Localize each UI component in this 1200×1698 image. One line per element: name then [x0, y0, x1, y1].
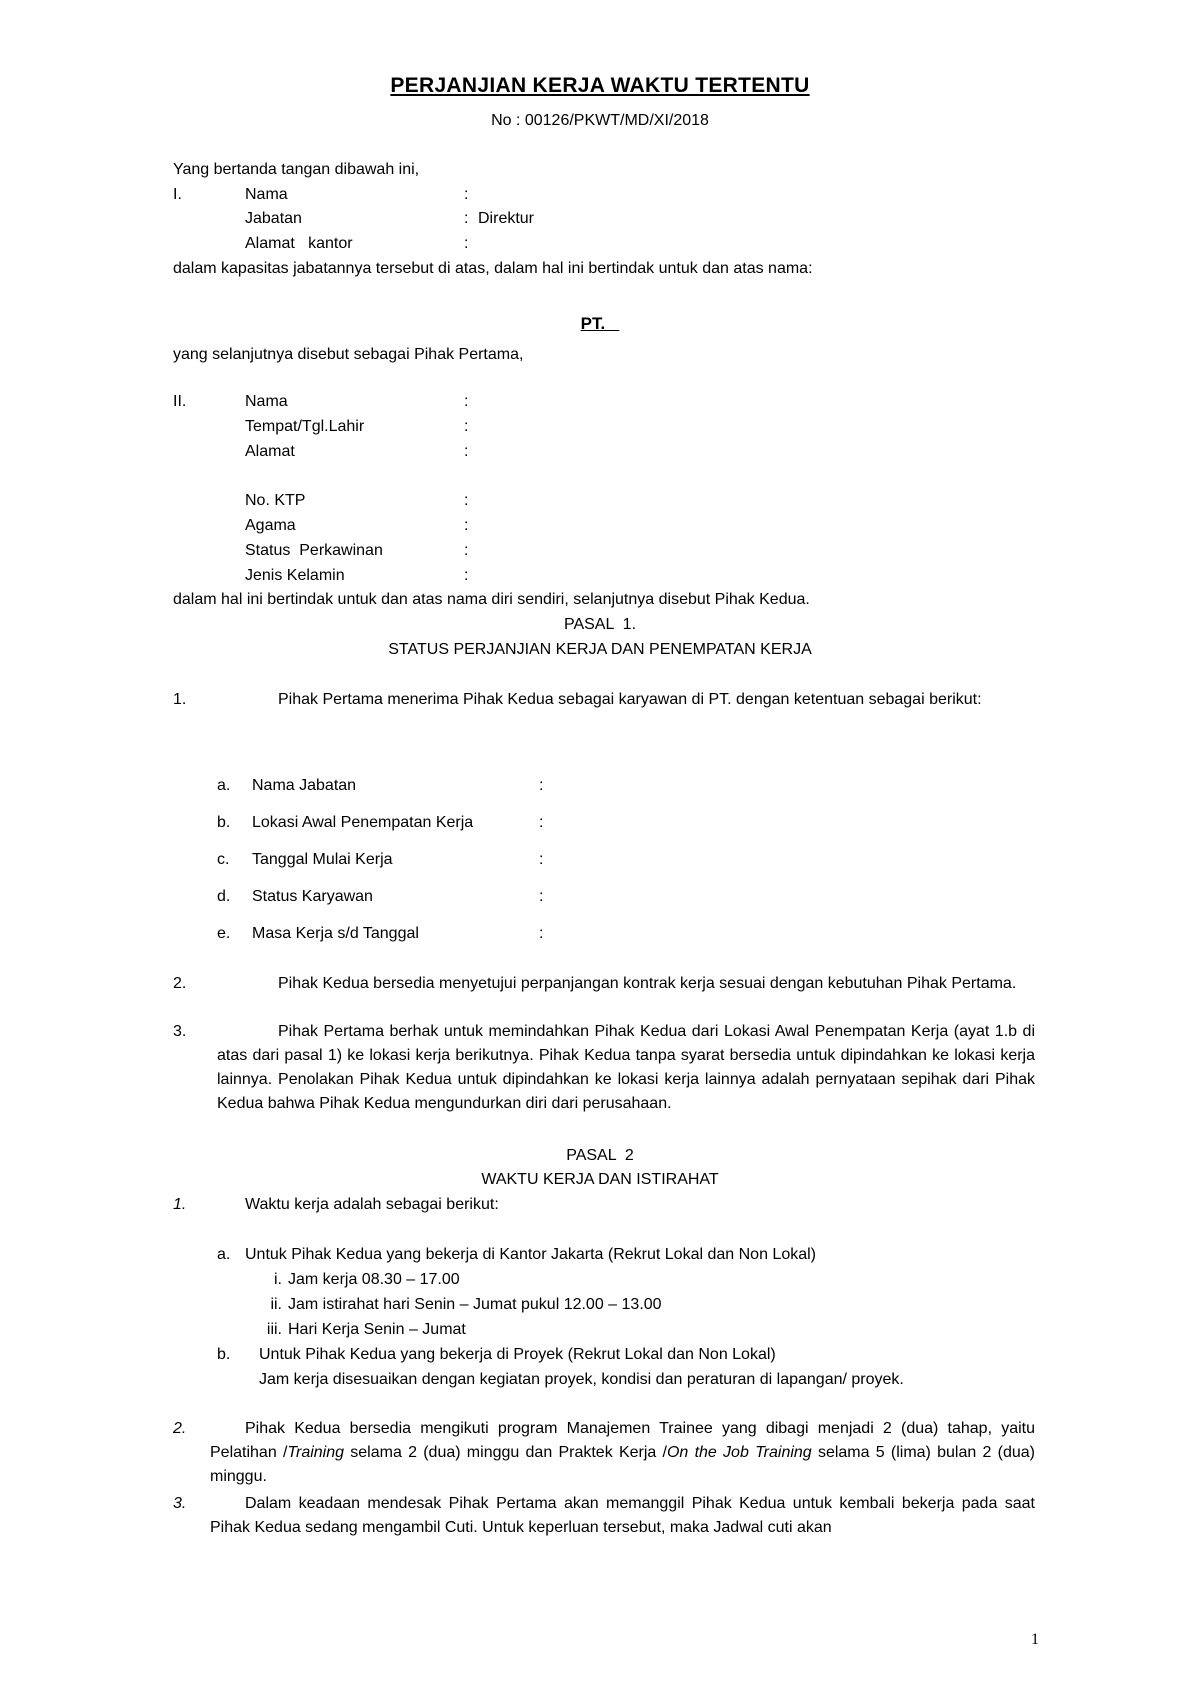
pasal2-p3-text: Dalam keadaan mendesak Pihak Pertama akan memanggil Pihak Kedua untuk kembali bekerja pada saat Pihak Kedua sedang mengambil Cuti. Untuk keperluan tersebut, maka Jadwal cuti akan	[210, 1495, 1035, 1536]
party-two-field-label: No. KTP	[245, 492, 306, 509]
pasal2-p2-number: 2.	[173, 1420, 187, 1437]
pasal2-p3-number: 3.	[173, 1495, 187, 1512]
pasal1-p3-text: Pihak Pertama berhak untuk memindahkan Pihak Kedua dari Lokasi Awal Penempatan Kerja (ayat 1.b di atas dari pasal 1) ke lokasi kerja berikutnya. Pihak Kedua tanpa syarat bersedia untuk dipindahkan ke lokasi kerja lainnya. Penolakan Pihak Kedua untuk dipindahkan ke lokasi kerja lainnya adalah pernyataan sepihak dari Pihak Kedua bahwa Pihak Kedua mengundurkan diri dari perusahaan.	[217, 1023, 1035, 1112]
field-colon: :	[464, 517, 469, 534]
field-colon: :	[464, 210, 469, 227]
field-colon: :	[464, 186, 469, 203]
pasal2-b-letter: b.	[217, 1346, 231, 1363]
pasal2-sub-roman: ii.	[270, 1296, 282, 1313]
field-colon: :	[464, 492, 469, 509]
pasal1-item-label: Masa Kerja s/d Tanggal	[252, 925, 419, 942]
party-two-field-label: Status Perkawinan	[245, 542, 383, 559]
pasal2-sub-text: Jam istirahat hari Senin – Jumat pukul 12.00 – 13.00	[288, 1296, 662, 1313]
pasal2-p1-text: Waktu kerja adalah sebagai berikut:	[245, 1196, 499, 1213]
pasal2-sub-text: Jam kerja 08.30 – 17.00	[288, 1271, 460, 1288]
pasal1-p2-text: Pihak Kedua bersedia menyetujui perpanjangan kontrak kerja sesuai dengan kebutuhan Pihak Pertama.	[278, 975, 1017, 992]
pasal2-p2-text: Pihak Kedua bersedia mengikuti program Manajemen Trainee yang dibagi menjadi 2 (dua) tahap, yaitu Pelatihan /Training selama 2 (dua) minggu dan Praktek Kerja /On the Job Training selama 5 (lima) bulan 2 (dua) minggu.	[210, 1420, 1035, 1485]
pasal1-p3-number: 3.	[173, 1023, 187, 1040]
field-colon: :	[539, 925, 544, 942]
pasal1-heading: PASAL 1.	[563, 616, 637, 633]
party-two-field-label: Alamat	[245, 443, 295, 460]
pasal2-a-text: Untuk Pihak Kedua yang bekerja di Kantor Jakarta (Rekrut Lokal dan Non Lokal)	[245, 1246, 816, 1263]
company-name: PT.	[580, 314, 620, 333]
pasal1-item-letter: b.	[217, 814, 231, 831]
pasal1-item-letter: e.	[217, 925, 231, 942]
party-two-designation: dalam hal ini bertindak untuk dan atas nama diri sendiri, selanjutnya disebut Pihak Kedua.	[173, 591, 810, 608]
pasal2-p1-number: 1.	[173, 1196, 187, 1213]
pasal1-item-letter: a.	[217, 777, 231, 794]
field-colon: :	[464, 567, 469, 584]
field-colon: :	[539, 888, 544, 905]
field-colon: :	[464, 542, 469, 559]
pasal1-item-letter: d.	[217, 888, 231, 905]
pasal1-p1-number: 1.	[173, 691, 187, 708]
pasal2-b-text-2: Jam kerja disesuaikan dengan kegiatan proyek, kondisi dan peraturan di lapangan/ proyek.	[259, 1371, 904, 1388]
pasal2-sub-roman: i.	[274, 1271, 282, 1288]
page-number: 1	[1031, 1631, 1039, 1648]
field-colon: :	[539, 777, 544, 794]
pasal1-p1-text: Pihak Pertama menerima Pihak Kedua sebagai karyawan di PT. dengan ketentuan sebagai berikut:	[278, 691, 982, 708]
party-two-roman: II.	[173, 393, 187, 410]
party-one-field-value: Direktur	[478, 210, 535, 227]
document-title: PERJANJIAN KERJA WAKTU TERTENTU	[390, 74, 810, 97]
pasal1-item-label: Nama Jabatan	[252, 777, 357, 794]
field-colon: :	[464, 443, 469, 460]
pasal2-sub-text: Hari Kerja Senin – Jumat	[288, 1321, 466, 1338]
field-colon: :	[464, 393, 469, 410]
pasal2-heading: PASAL 2	[566, 1147, 634, 1164]
field-colon: :	[539, 851, 544, 868]
pasal1-item-label: Lokasi Awal Penempatan Kerja	[252, 814, 474, 831]
field-colon: :	[464, 235, 469, 252]
pasal1-item-label: Status Karyawan	[252, 888, 373, 905]
party-one-roman: I.	[173, 186, 182, 203]
pasal1-item-label: Tanggal Mulai Kerja	[252, 851, 393, 868]
party-one-field-label: Alamat kantor	[245, 235, 353, 252]
intro-text: Yang bertanda tangan dibawah ini,	[173, 161, 420, 178]
field-colon: :	[539, 814, 544, 831]
party-one-designation: yang selanjutnya disebut sebagai Pihak Pertama,	[173, 346, 524, 363]
party-one-field-label: Nama	[245, 186, 288, 203]
pasal1-p2-number: 2.	[173, 975, 187, 992]
pasal2-sub-roman: iii.	[266, 1321, 282, 1338]
party-one-field-label: Jabatan	[245, 210, 302, 227]
party-two-field-label: Agama	[245, 517, 296, 534]
pasal1-subheading: STATUS PERJANJIAN KERJA DAN PENEMPATAN KERJA	[388, 641, 812, 658]
field-colon: :	[464, 418, 469, 435]
pasal1-item-letter: c.	[217, 851, 230, 868]
party-two-field-label: Jenis Kelamin	[245, 567, 345, 584]
party-two-field-label: Nama	[245, 393, 288, 410]
document-number: No : 00126/PKWT/MD/XI/2018	[491, 112, 709, 129]
pasal2-subheading: WAKTU KERJA DAN ISTIRAHAT	[481, 1171, 719, 1188]
party-two-field-label: Tempat/Tgl.Lahir	[245, 418, 365, 435]
pasal2-a-letter: a.	[217, 1246, 231, 1263]
capacity-text: dalam kapasitas jabatannya tersebut di atas, dalam hal ini bertindak untuk dan atas nama:	[173, 260, 813, 277]
pasal2-b-text: Untuk Pihak Kedua yang bekerja di Proyek (Rekrut Lokal dan Non Lokal)	[259, 1346, 776, 1363]
